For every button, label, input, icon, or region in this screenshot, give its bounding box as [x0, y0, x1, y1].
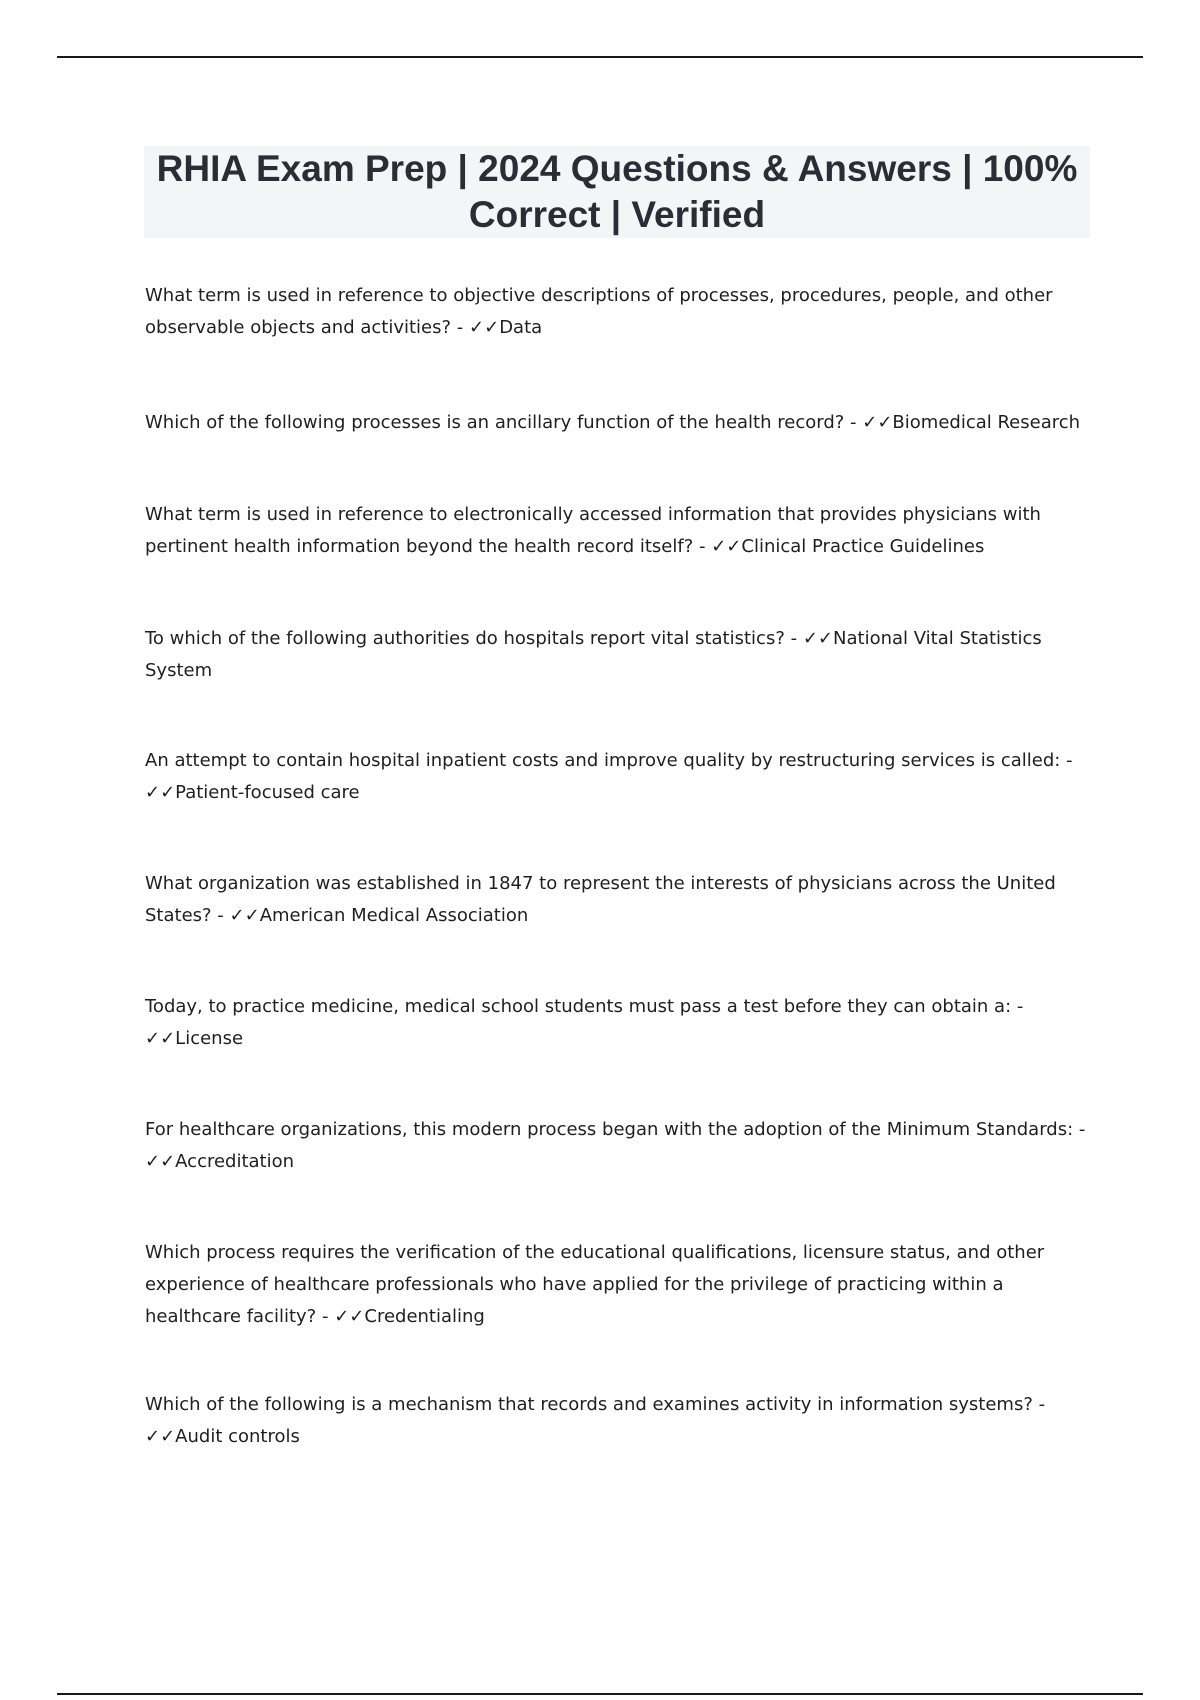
answer-text: Clinical Practice Guidelines: [741, 536, 985, 557]
qa-item: [145, 1389, 1090, 1453]
separator: -: [784, 628, 803, 649]
answer-text: Accreditation: [175, 1151, 295, 1172]
double-check-icon: ✓✓: [145, 1028, 176, 1049]
qa-item: [145, 868, 1090, 932]
question-text: What term is used in reference to electronically accessed information that provides physicians with pertinent health information beyond the health record itself?: [145, 504, 1041, 557]
double-check-icon: ✓✓: [711, 536, 742, 557]
question-text: Today, to practice medicine, medical school students must pass a test before they can obtain a:: [145, 996, 1012, 1017]
separator: -: [844, 412, 863, 433]
qa-item: [145, 623, 1090, 687]
qa-item: [145, 499, 1090, 563]
question-text: An attempt to contain hospital inpatient costs and improve quality by restructuring services is called:: [145, 750, 1061, 771]
qa-item: [145, 1114, 1090, 1178]
question-text: What term is used in reference to objective descriptions of processes, procedures, people, and other observable objects and activities?: [145, 285, 1053, 338]
answer-text: License: [175, 1028, 244, 1049]
qa-item: [145, 280, 1090, 344]
separator: -: [1011, 996, 1024, 1017]
question-text: Which of the following processes is an ancillary function of the health record?: [145, 412, 845, 433]
answer-text: Patient-focused care: [175, 782, 360, 803]
separator: -: [316, 1306, 335, 1327]
question-text: Which process requires the verification of the educational qualifications, licensure status, and other experience of healthcare professionals who have applied for the privilege of practicing within a healthcare facility?: [145, 1242, 1045, 1327]
separator: -: [451, 317, 470, 338]
document-title: RHIA Exam Prep | 2024 Questions & Answers | 100% Correct | Verified: [156, 148, 1078, 235]
double-check-icon: ✓✓: [469, 317, 500, 338]
answer-text: Audit controls: [175, 1426, 300, 1447]
bottom-divider: [57, 1693, 1143, 1695]
double-check-icon: ✓✓: [145, 1151, 176, 1172]
double-check-icon: ✓✓: [862, 412, 893, 433]
separator: -: [1032, 1394, 1046, 1415]
question-text: To which of the following authorities do hospitals report vital statistics?: [145, 628, 785, 649]
answer-text: National Vital Statistics System: [145, 628, 1042, 681]
qa-item: [145, 407, 1090, 439]
title-banner: [144, 146, 1090, 238]
double-check-icon: ✓✓: [802, 628, 834, 649]
separator: -: [1073, 1119, 1086, 1140]
qa-item: [145, 991, 1090, 1055]
answer-text: Biomedical Research: [892, 412, 1081, 433]
answer-text: Data: [499, 317, 543, 338]
question-text: For healthcare organizations, this modern process began with the adoption of the Minimum Standards:: [145, 1119, 1074, 1140]
answer-text: American Medical Association: [259, 905, 529, 926]
question-text: Which of the following is a mechanism that records and examines activity in information systems?: [145, 1394, 1033, 1415]
separator: -: [1060, 750, 1073, 771]
double-check-icon: ✓✓: [145, 782, 176, 803]
qa-item: [145, 1237, 1090, 1333]
double-check-icon: ✓✓: [334, 1306, 365, 1327]
question-text: What organization was established in 1847 to represent the interests of physicians across the United States?: [145, 873, 1056, 926]
double-check-icon: ✓✓: [229, 905, 260, 926]
top-divider: [57, 56, 1143, 58]
qa-item: [145, 745, 1090, 809]
answer-text: Credentialing: [364, 1306, 485, 1327]
separator: -: [211, 905, 230, 926]
double-check-icon: ✓✓: [145, 1426, 176, 1447]
separator: -: [693, 536, 712, 557]
